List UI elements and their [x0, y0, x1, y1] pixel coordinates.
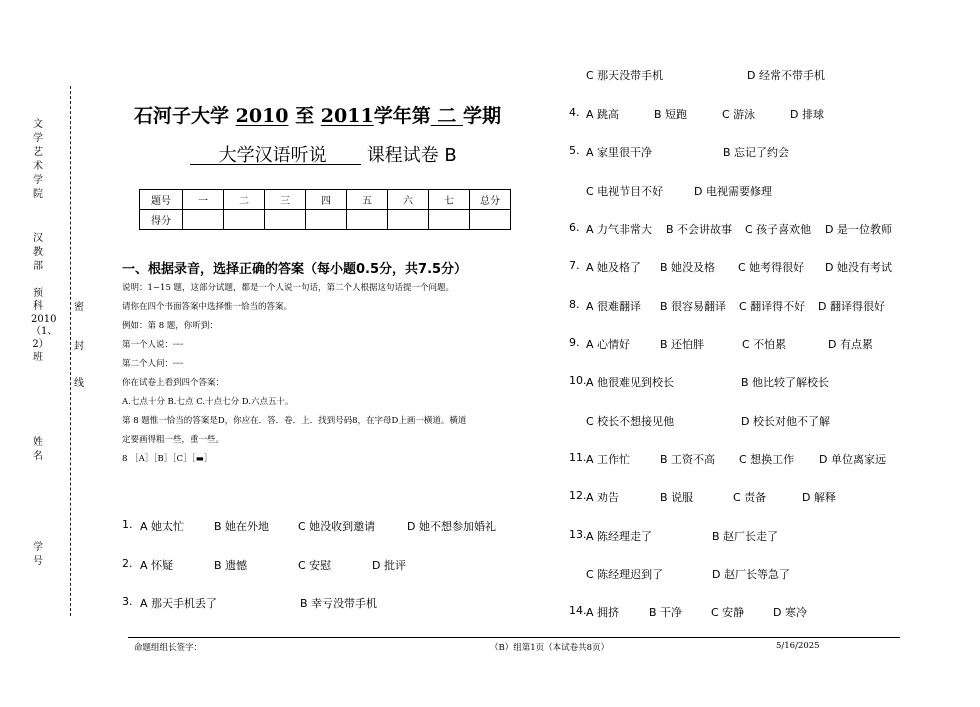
- instruction-line: 例如：第 8 题，你听到：: [122, 321, 218, 331]
- option: B 赵厂长走了: [712, 530, 779, 543]
- exam-title: [134, 101, 501, 128]
- option: A 心情好: [586, 338, 631, 351]
- instruction-line: 第一个人说：┈┈: [122, 340, 184, 350]
- instruction-line: 请你在四个书面答案中选择惟一恰当的答案。: [122, 302, 293, 312]
- score-input-cell[interactable]: [265, 210, 306, 230]
- option: D 电视需要修理: [694, 185, 772, 198]
- instruction-line: A.七点十分 B.七点 C.十点七分 D.六点五十。: [122, 397, 294, 407]
- option: C 那天没带手机: [586, 69, 664, 82]
- question-13: [569, 528, 779, 543]
- option: B 幸亏没带手机: [300, 597, 378, 610]
- question-number: 12.: [569, 489, 587, 502]
- option: C 翻译得不好: [739, 300, 806, 313]
- question-3: [122, 595, 378, 610]
- binding-class: 预科2010（1、2）班: [31, 288, 58, 363]
- question-10-continued: [586, 413, 830, 429]
- option: B 他比较了解校长: [741, 376, 830, 389]
- score-input-cell[interactable]: [347, 210, 388, 230]
- score-input-cell[interactable]: [429, 210, 470, 230]
- option: B 短跑: [654, 108, 688, 121]
- question-14: [569, 604, 807, 619]
- option: A 很难翻译: [586, 300, 642, 313]
- option: D 校长对他不了解: [741, 415, 830, 428]
- question-number: 9.: [569, 336, 580, 349]
- footer-date: 5/16/2025: [776, 641, 820, 651]
- question-8: [569, 298, 885, 313]
- option: A 工作忙: [586, 453, 631, 466]
- option: D 有点累: [828, 338, 873, 351]
- question-number: 4.: [569, 106, 580, 119]
- binding-student-id-label: 学号: [33, 542, 43, 567]
- binding-department: 汉教部: [33, 233, 43, 272]
- option: B 工资不高: [660, 453, 716, 466]
- option: B 不会讲故事: [666, 223, 733, 236]
- option: D 排球: [790, 108, 824, 121]
- question-number: 5.: [569, 144, 580, 157]
- score-cell: 总分: [470, 190, 511, 210]
- seal-char-mi: 密: [74, 302, 84, 313]
- score-cell: 七: [429, 190, 470, 210]
- score-cell: 四: [306, 190, 347, 210]
- instruction-line: 定要画得粗一些，重一些。: [122, 435, 225, 445]
- question-10: [569, 374, 830, 389]
- score-input-cell[interactable]: [470, 210, 511, 230]
- year-end: 2011: [320, 105, 374, 127]
- option: C 孩子喜欢他: [745, 223, 812, 236]
- option: D 赵厂长等急了: [712, 568, 790, 581]
- question-4: [569, 106, 824, 121]
- question-number: 10.: [569, 374, 587, 387]
- question-number: 13.: [569, 528, 587, 541]
- question-12: [569, 489, 836, 504]
- example-answer-line: 8 ［A］［B］［C］［▬］: [122, 454, 213, 464]
- option: C 校长不想接见他: [586, 415, 675, 428]
- question-number: 8.: [569, 298, 580, 311]
- option: D 单位离家远: [819, 453, 886, 466]
- binding-college: 文学艺术学院: [33, 119, 43, 200]
- question-11: [569, 451, 886, 466]
- question-number: 14.: [569, 604, 587, 617]
- option: A 她太忙: [140, 520, 185, 533]
- footer-signature-label: 命题组组长签字：: [134, 643, 203, 653]
- instruction-line: 第二个人问：┈┈: [122, 359, 184, 369]
- score-input-cell[interactable]: [183, 210, 224, 230]
- score-input-cell[interactable]: [224, 210, 265, 230]
- option: C 想换工作: [739, 453, 795, 466]
- question-number: 3.: [122, 595, 133, 608]
- semester-number: 二: [437, 105, 457, 127]
- option: C 安静: [711, 606, 745, 619]
- question-1: [122, 518, 496, 533]
- exam-label: 课程试卷 B: [366, 145, 457, 166]
- option: A 劝告: [586, 491, 620, 504]
- option: A 那天手机丢了: [140, 597, 218, 610]
- seal-char-feng: 封: [74, 341, 84, 352]
- question-2: [122, 557, 406, 572]
- option: C 电视节目不好: [586, 185, 664, 198]
- exam-subtitle: [190, 141, 457, 167]
- score-table-header-row: [140, 190, 511, 210]
- score-row-label: 得分: [140, 210, 183, 230]
- option: C 她没收到邀请: [298, 520, 376, 533]
- option: B 还怕胖: [660, 338, 705, 351]
- option: C 责备: [733, 491, 767, 504]
- question-number: 6.: [569, 221, 580, 234]
- option: D 是一位教师: [825, 223, 892, 236]
- instruction-line: 说明：1~15 题，这部分试题，都是一个人说一句话，第二个人根据这句话提一个问题。: [122, 283, 455, 293]
- score-table-score-row: [140, 210, 511, 230]
- question-9: [569, 336, 873, 351]
- option: B 忘记了约会: [723, 146, 790, 159]
- seal-char-xian: 线: [74, 378, 84, 389]
- section1-title: 一、根据录音，选择正确的答案（每小题0.5分，共7.5分）: [122, 262, 468, 277]
- option: B 遗憾: [214, 559, 248, 572]
- score-input-cell[interactable]: [306, 210, 347, 230]
- question-number: 1.: [122, 518, 133, 531]
- option: C 游泳: [722, 108, 756, 121]
- semester-suffix: 学期: [462, 105, 501, 127]
- option: B 说服: [660, 491, 694, 504]
- option: A 跳高: [586, 108, 620, 121]
- option: C 不怕累: [742, 338, 787, 351]
- option: A 家里很干净: [586, 146, 653, 159]
- option: C 她考得很好: [738, 261, 805, 274]
- score-cell: 一: [183, 190, 224, 210]
- option: B 干净: [649, 606, 683, 619]
- question-number: 7.: [569, 259, 580, 272]
- year-to: 至: [295, 105, 315, 127]
- option: A 拥挤: [586, 606, 620, 619]
- score-cell: 六: [388, 190, 429, 210]
- score-input-cell[interactable]: [388, 210, 429, 230]
- option: B 她在外地: [214, 520, 270, 533]
- binding-dashed-line: [70, 86, 71, 616]
- binding-name-label: 姓名: [33, 437, 43, 462]
- footer-page-number: （B）组第1页（本试卷共8页）: [490, 643, 610, 653]
- option: D 她没有考试: [825, 261, 892, 274]
- instruction-line: 第 8 题惟一恰当的答案是D，你应在．答．卷．上．找到号码8，在字母D上画一横道。横道: [122, 416, 467, 426]
- option: A 她及格了: [586, 261, 642, 274]
- question-number: 2.: [122, 557, 133, 570]
- option: D 批评: [372, 559, 406, 572]
- question-number: 11.: [569, 451, 587, 464]
- course-name: 大学汉语听说: [218, 145, 327, 166]
- question-5: [569, 144, 790, 159]
- option: B 她没及格: [660, 261, 716, 274]
- score-cell: 二: [224, 190, 265, 210]
- option: D 她不想参加婚礼: [407, 520, 496, 533]
- question-5-continued: [586, 183, 772, 199]
- option: D 经常不带手机: [747, 69, 825, 82]
- question-3-continued: [586, 67, 825, 83]
- option: A 陈经理走了: [586, 530, 653, 543]
- instruction-line: 你在试卷上看到四个答案：: [122, 378, 225, 388]
- footer-divider: [128, 637, 900, 638]
- year-start: 2010: [235, 105, 289, 127]
- score-cell: 五: [347, 190, 388, 210]
- option: C 陈经理迟到了: [586, 568, 664, 581]
- option: A 他很难见到校长: [586, 376, 675, 389]
- option: A 怀疑: [140, 559, 174, 572]
- option: D 解释: [802, 491, 836, 504]
- question-13-continued: [586, 566, 790, 582]
- option: D 寒冷: [773, 606, 807, 619]
- university-name: 石河子大学: [134, 105, 230, 127]
- score-cell: 题号: [140, 190, 183, 210]
- year-suffix: 学年第: [373, 105, 431, 127]
- option: D 翻译得很好: [818, 300, 885, 313]
- option: A 力气非常大: [586, 223, 653, 236]
- option: B 很容易翻译: [660, 300, 727, 313]
- question-7: [569, 259, 892, 274]
- question-6: [569, 221, 892, 236]
- option: C 安慰: [298, 559, 332, 572]
- score-table: [139, 189, 511, 230]
- score-cell: 三: [265, 190, 306, 210]
